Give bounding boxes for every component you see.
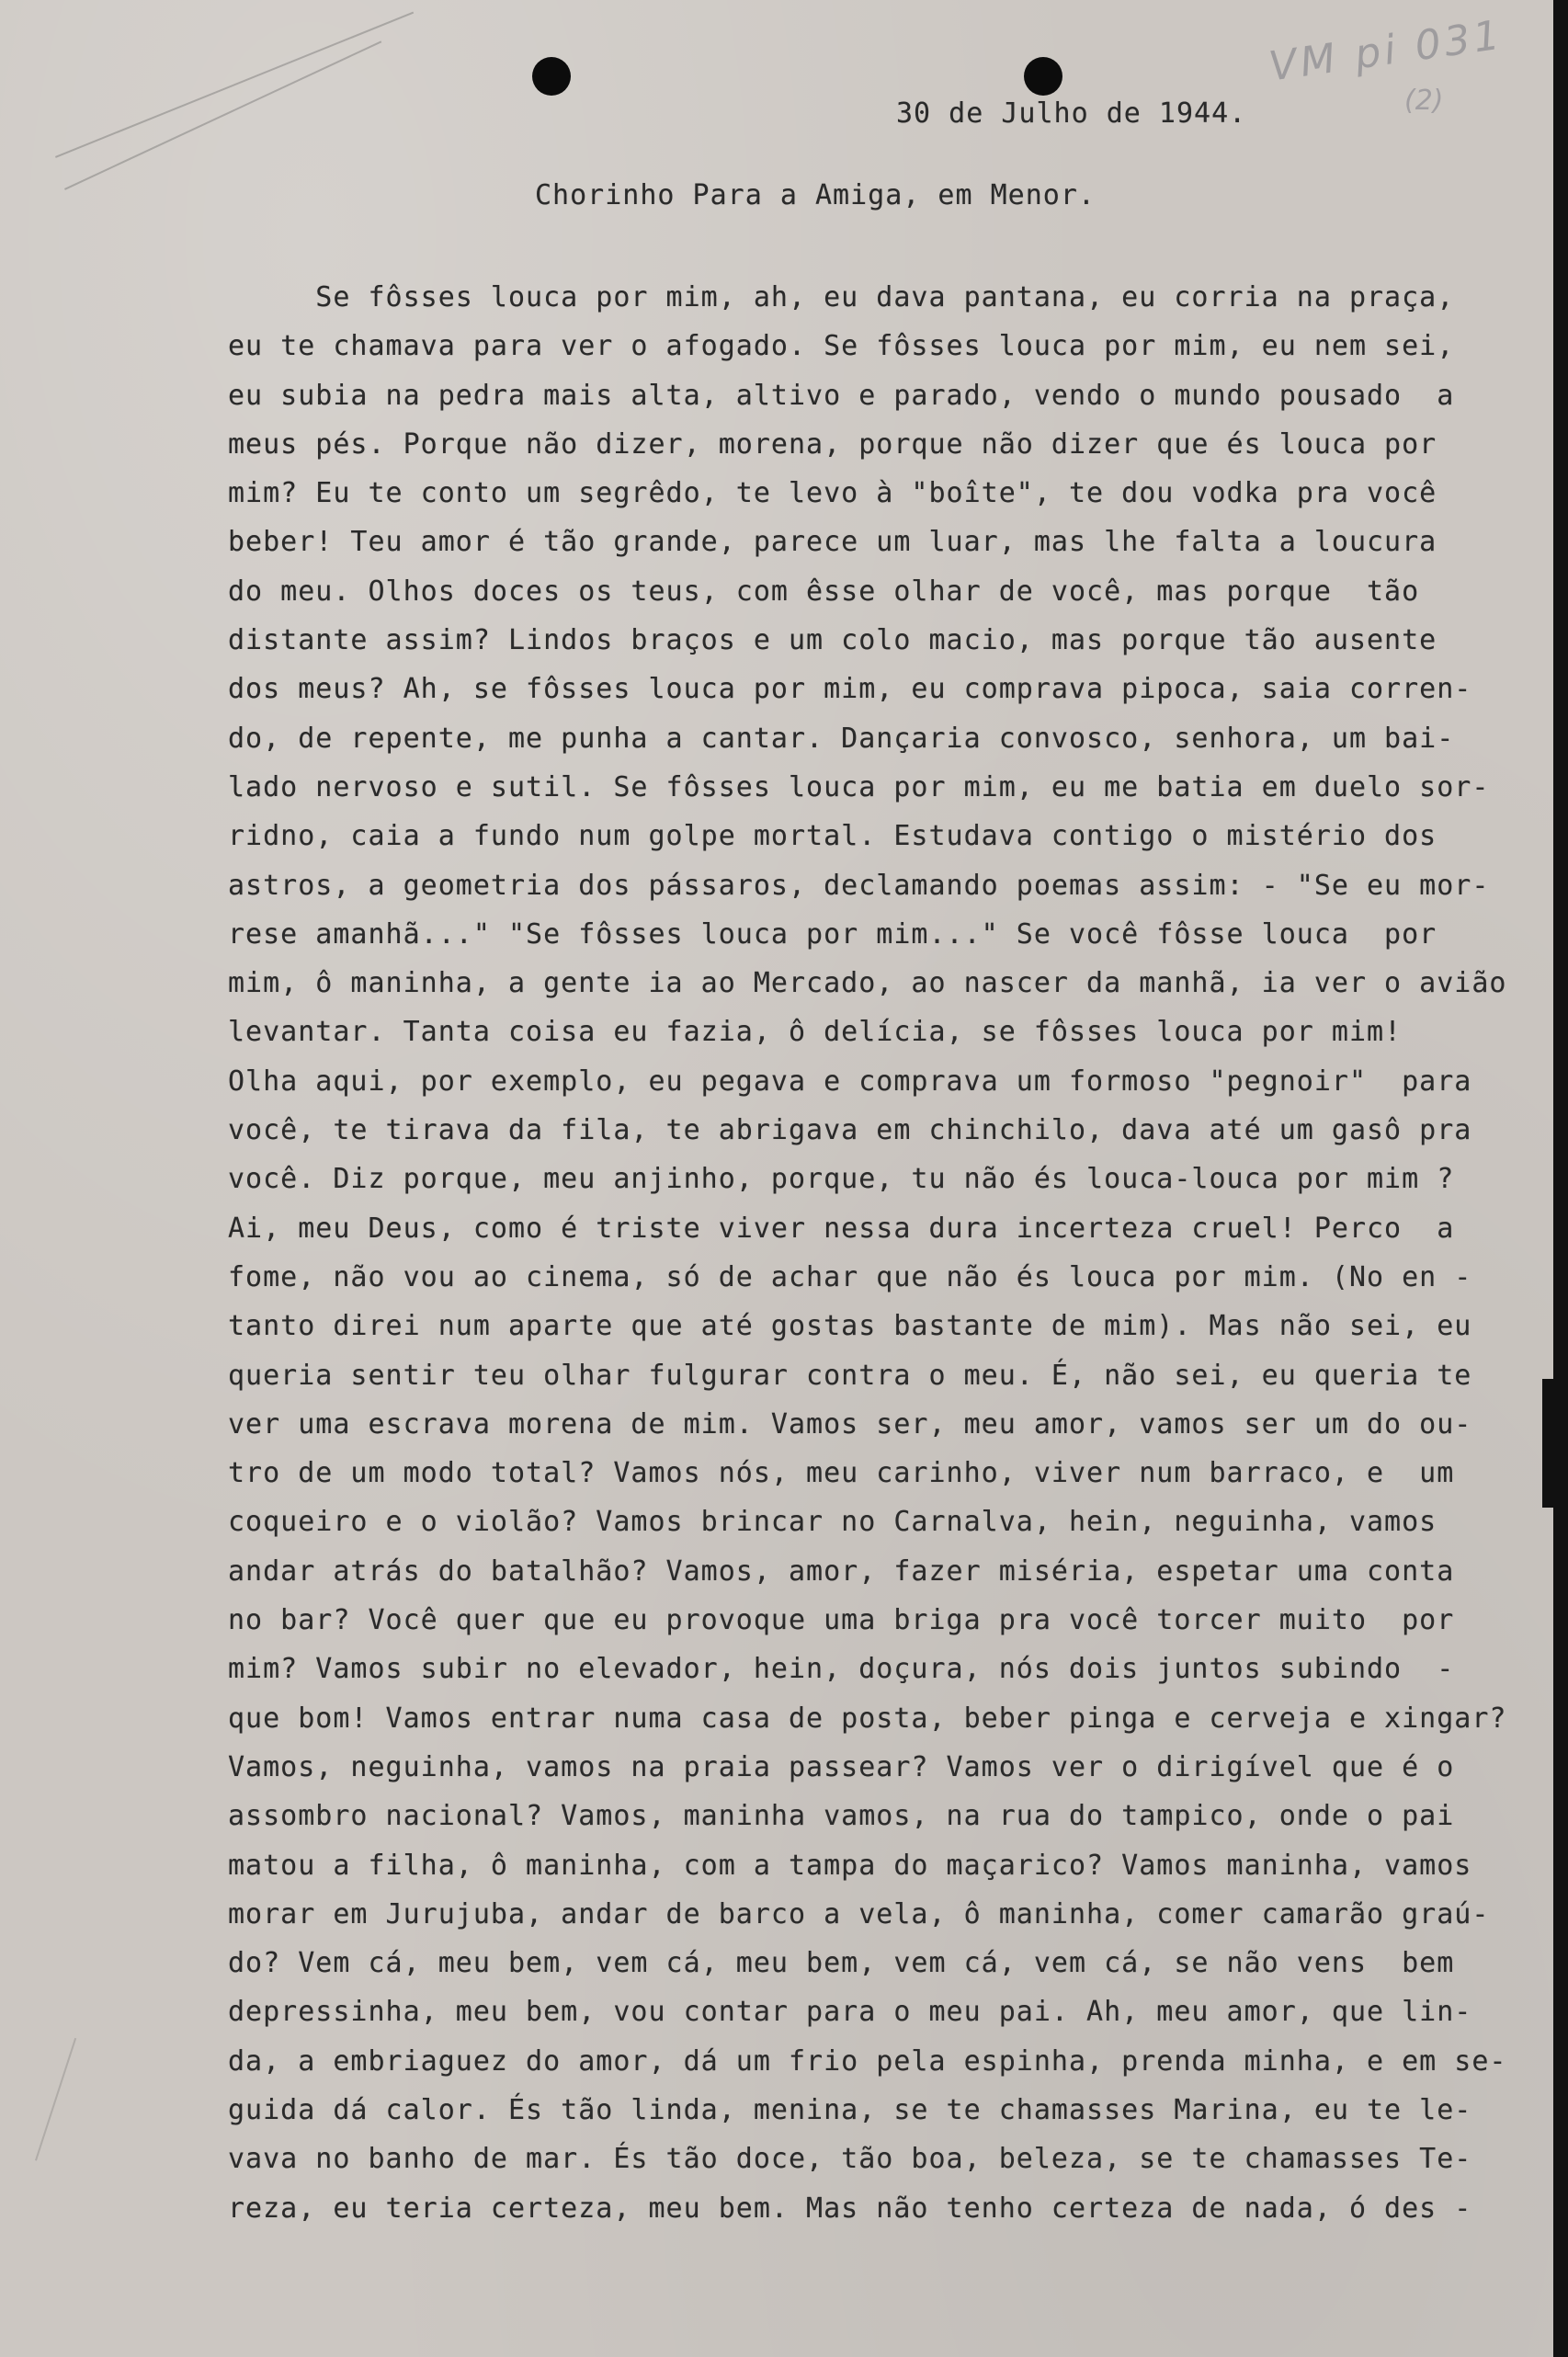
text-line: você. Diz porque, meu anjinho, porque, tu não és louca-louca por mim ?	[228, 1163, 1455, 1196]
text-line: andar atrás do batalhão? Vamos, amor, fazer miséria, espetar uma conta	[228, 1554, 1455, 1588]
text-line: coqueiro e o violão? Vamos brincar no Carnalva, hein, neguinha, vamos	[228, 1506, 1437, 1539]
text-line: ver uma escrava morena de mim. Vamos ser, meu amor, vamos ser um do ou-	[228, 1407, 1472, 1440]
text-line: do meu. Olhos doces os teus, com êsse olhar de você, mas porque tão	[228, 575, 1420, 608]
text-line: reza, eu teria certeza, meu bem. Mas não tenho certeza de nada, ó des -	[228, 2192, 1472, 2225]
pencil-annotation: VM pi 031	[1266, 11, 1506, 91]
text-line: Olha aqui, por exemplo, eu pegava e comprava um formoso "pegnoir" para	[228, 1065, 1472, 1098]
text-line: rese amanhã..." "Se fôsses louca por mim..." Se você fôsse louca por	[228, 917, 1437, 951]
text-line: do? Vem cá, meu bem, vem cá, meu bem, vem cá, vem cá, se não vens bem	[228, 1947, 1455, 1980]
text-line: tro de um modo total? Vamos nós, meu carinho, viver num barraco, e um	[228, 1457, 1455, 1490]
text-line: assombro nacional? Vamos, maninha vamos, na rua do tampico, onde o pai	[228, 1800, 1455, 1833]
text-line: da, a embriaguez do amor, dá um frio pela espinha, prenda minha, e em se-	[228, 2044, 1507, 2078]
text-line: Ai, meu Deus, como é triste viver nessa dura incerteza cruel! Perco a	[228, 1212, 1455, 1245]
text-line: eu te chamava para ver o afogado. Se fôsses louca por mim, eu nem sei,	[228, 330, 1455, 363]
text-line: depressinha, meu bem, vou contar para o meu pai. Ah, meu amor, que lin-	[228, 1996, 1472, 2029]
punch-hole	[1024, 57, 1062, 96]
text-line: guida dá calor. És tão linda, menina, se te chamasses Marina, eu te le-	[228, 2093, 1472, 2126]
text-line: queria sentir teu olhar fulgurar contra o meu. É, não sei, eu queria te	[228, 1359, 1472, 1392]
text-line: tanto direi num aparte que até gostas bastante de mim). Mas não sei, eu	[228, 1310, 1472, 1343]
text-line: distante assim? Lindos braços e um colo macio, mas porque tão ausente	[228, 624, 1437, 657]
text-line: beber! Teu amor é tão grande, parece um luar, mas lhe falta a loucura	[228, 526, 1437, 559]
text-line: astros, a geometria dos pássaros, declamando poemas assim: - "Se eu mor-	[228, 869, 1490, 902]
paper-crease	[55, 12, 414, 158]
text-line: Vamos, neguinha, vamos na praia passear? Vamos ver o dirigível que é o	[228, 1750, 1455, 1783]
scan-border-notch	[1542, 1379, 1568, 1508]
text-line: dos meus? Ah, se fôsses louca por mim, eu comprava pipoca, saia corren-	[228, 673, 1472, 706]
text-line: você, te tirava da fila, te abrigava em chinchilo, dava até um gasô pra	[228, 1114, 1472, 1147]
text-line: matou a filha, ô maninha, com a tampa do maçarico? Vamos maninha, vamos	[228, 1849, 1472, 1882]
text-line: Se fôsses louca por mim, ah, eu dava pantana, eu corria na praça,	[228, 281, 1455, 313]
punch-hole	[532, 57, 571, 96]
text-line: mim? Eu te conto um segrêdo, te levo à "boîte", te dou vodka pra você	[228, 477, 1437, 510]
paper-crease	[64, 40, 381, 189]
text-line: ridno, caia a fundo num golpe mortal. Estudava contigo o mistério dos	[228, 820, 1437, 853]
text-line: morar em Jurujuba, andar de barco a vela, ô maninha, comer camarão graú-	[228, 1897, 1490, 1930]
pencil-annotation-sub: (2)	[1404, 85, 1444, 117]
text-line: eu subia na pedra mais alta, altivo e parado, vendo o mundo pousado a	[228, 379, 1455, 412]
document-date: 30 de Julho de 1944.	[896, 97, 1247, 130]
text-line: no bar? Você quer que eu provoque uma briga pra você torcer muito por	[228, 1604, 1455, 1637]
text-line: vava no banho de mar. És tão doce, tão boa, beleza, se te chamasses Te-	[228, 2143, 1472, 2176]
text-line: mim? Vamos subir no elevador, hein, doçura, nós dois juntos subindo -	[228, 1653, 1455, 1686]
scan-border	[1553, 0, 1568, 2357]
paper-crease	[35, 2038, 76, 2161]
text-line: do, de repente, me punha a cantar. Dançaria convosco, senhora, um bai-	[228, 722, 1455, 755]
document-title: Chorinho Para a Amiga, em Menor.	[535, 179, 1096, 211]
poem-body	[228, 273, 1533, 2233]
text-line: mim, ô maninha, a gente ia ao Mercado, ao nascer da manhã, ia ver o avião	[228, 967, 1507, 1000]
text-line: levantar. Tanta coisa eu fazia, ô delícia, se fôsses louca por mim!	[228, 1016, 1403, 1049]
text-line: que bom! Vamos entrar numa casa de posta, beber pinga e cerveja e xingar?	[228, 1702, 1507, 1735]
text-line: fome, não vou ao cinema, só de achar que não és louca por mim. (No en -	[228, 1260, 1472, 1293]
text-line: meus pés. Porque não dizer, morena, porque não dizer que és louca por	[228, 427, 1437, 461]
text-line: lado nervoso e sutil. Se fôsses louca por mim, eu me batia em duelo sor-	[228, 770, 1490, 803]
